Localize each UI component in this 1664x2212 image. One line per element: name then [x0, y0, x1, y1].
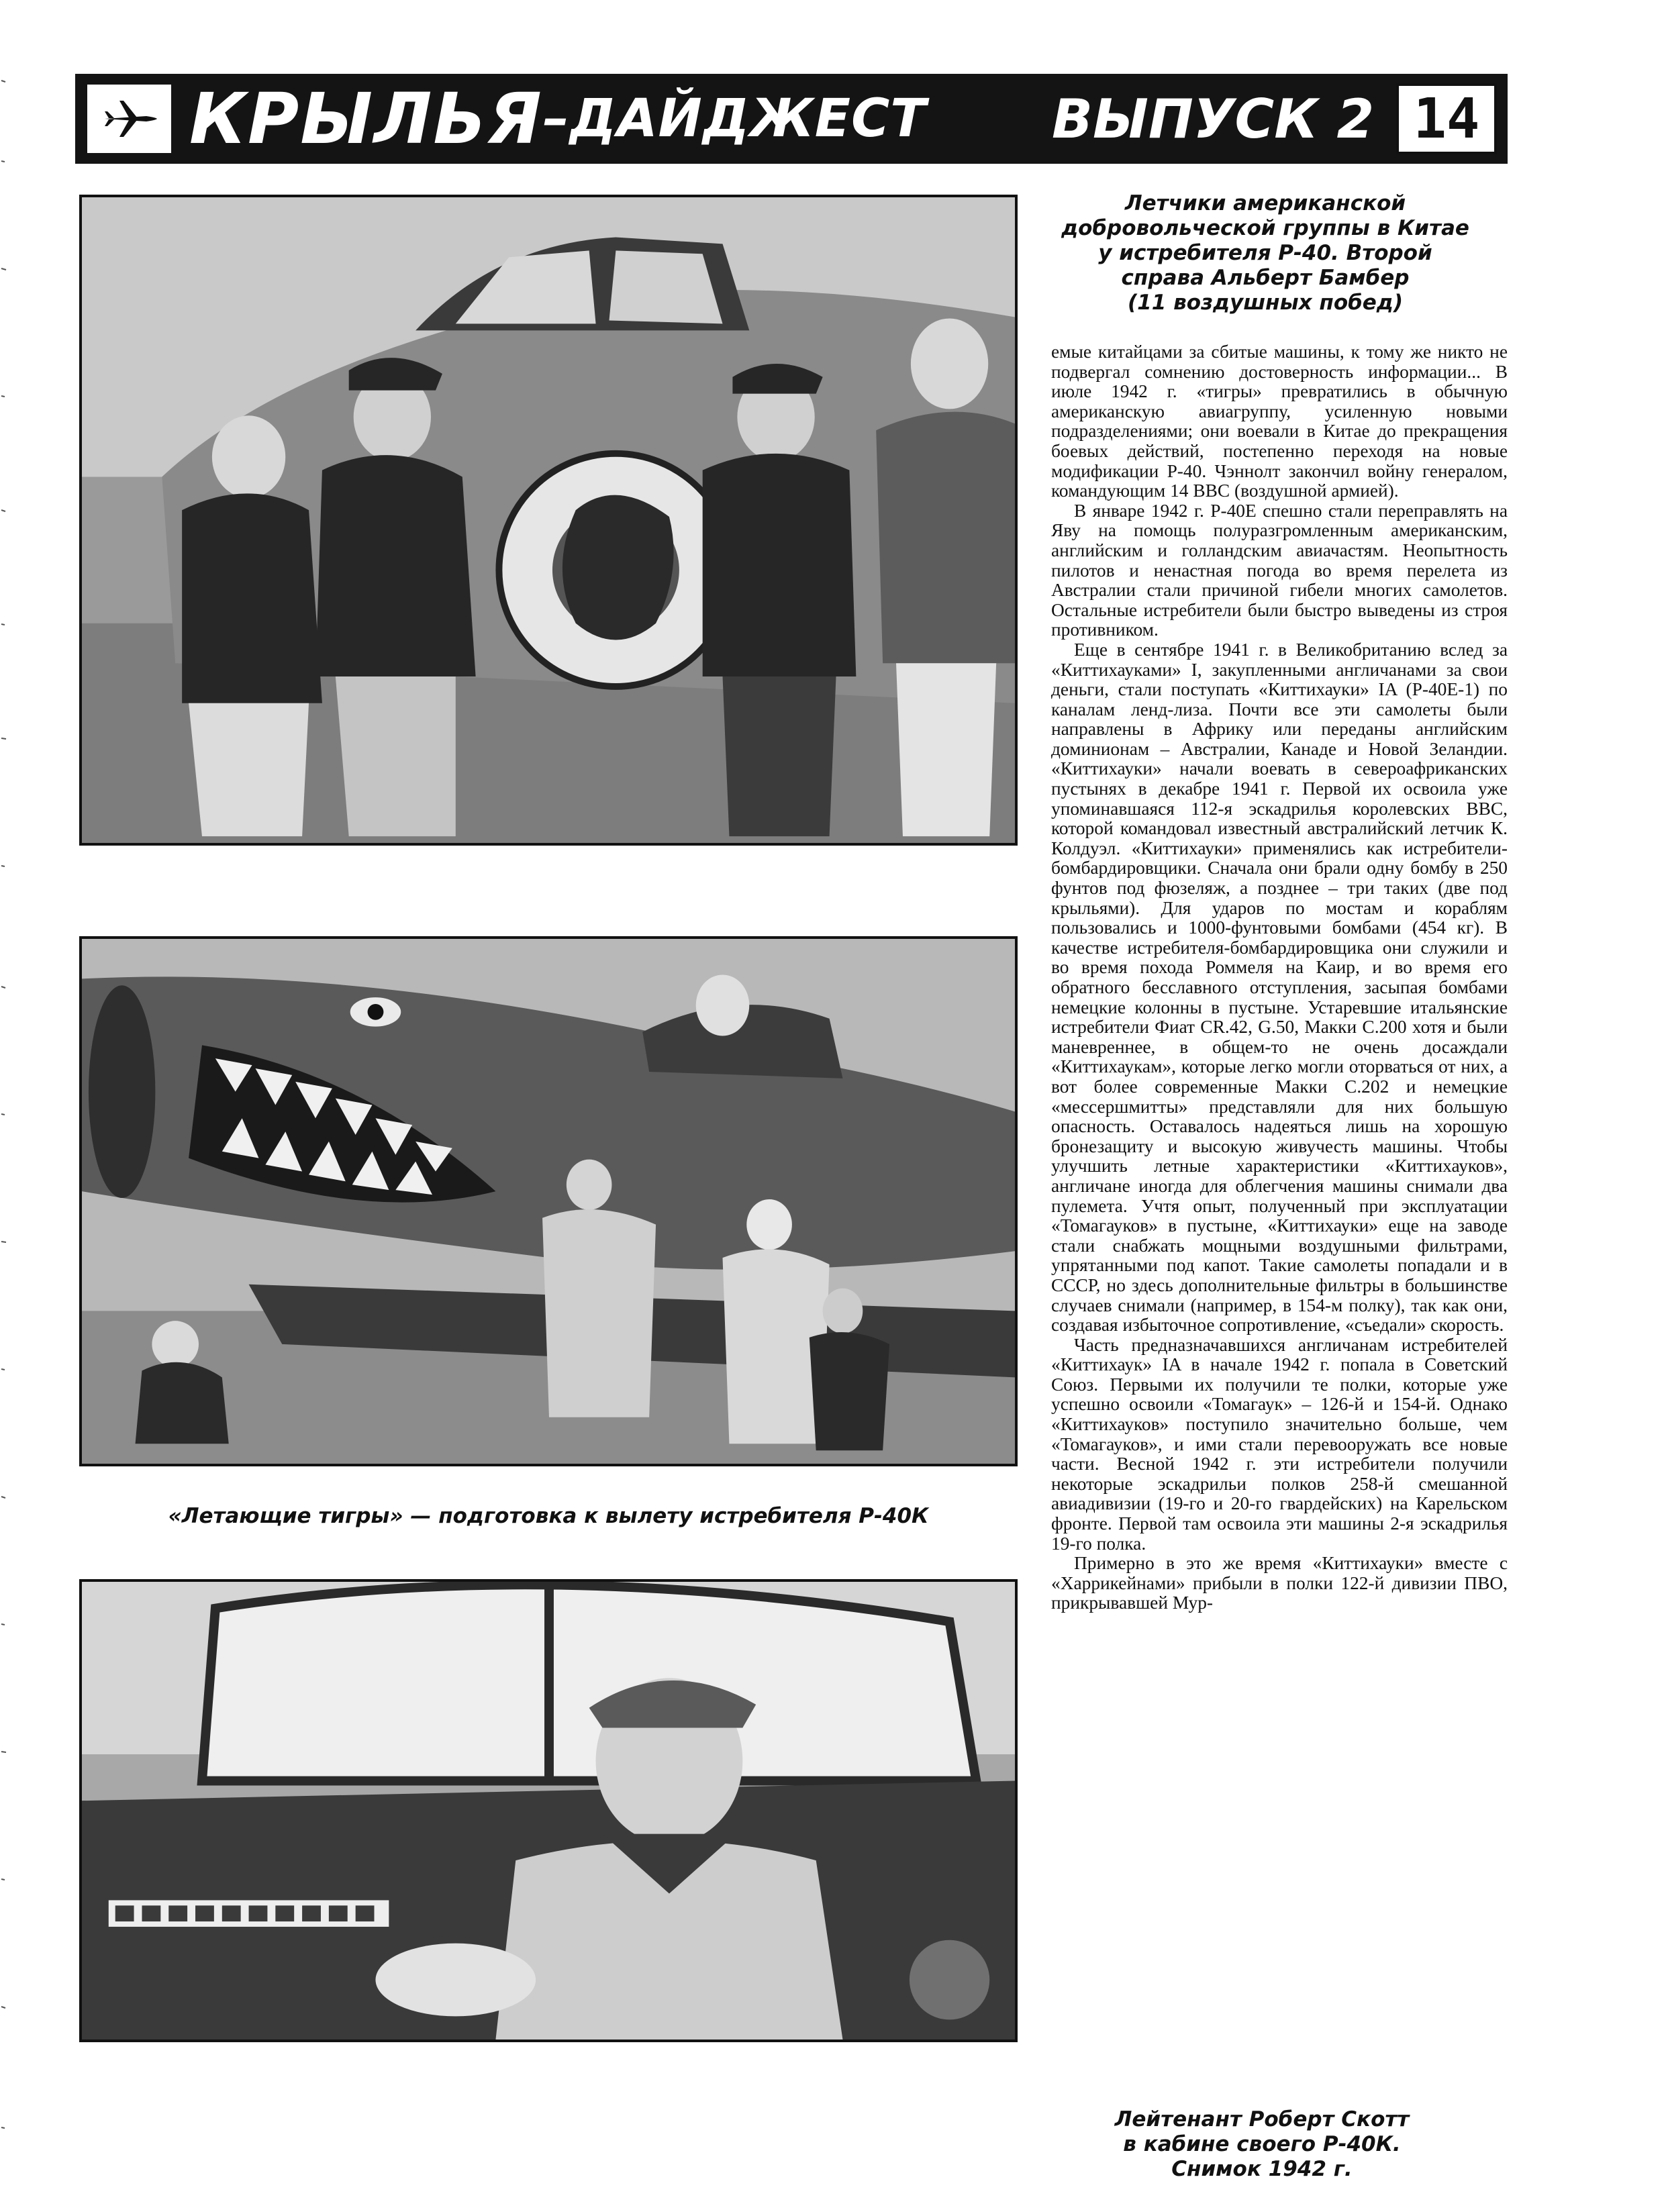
photo-pilots-with-p40 [79, 195, 1018, 846]
caption-flying-tigers: «Летающие тигры» — подготовка к вылету истребителя Р-40К [168, 1504, 929, 1528]
scan-edge-marks [0, 0, 9, 2212]
caption-line: Летчики американской [1124, 191, 1406, 215]
page-number: 14 [1396, 83, 1497, 154]
photo-flying-tigers [79, 936, 1018, 1466]
caption-line: добровольческой группы в Китае [1061, 216, 1469, 240]
issue-label: ВЫПУСК 2 [1052, 87, 1375, 150]
caption-line: Лейтенант Роберт Скотт [1114, 2107, 1410, 2131]
article-paragraph: Примерно в это же время «Киттихауки» вместе с «Харрикейнами» прибыли в полки 122-й дивизии ПВО, прикрывавшей Мур- [1051, 1553, 1508, 1613]
magazine-title [189, 77, 927, 161]
caption-line: в кабине своего Р-40К. [1123, 2132, 1401, 2156]
article-paragraph: Часть предназначавшихся англичанам истребителей «Киттихаук» IA в начале 1942 г. попала в Советский Союз. Первыми их получили те полки, которые уже успешно освоили «Томагаук» – 126-й и 154-й. Однако «Киттихауков» поступило значительно больше, чем «Томагауков», и ими стали перевооружать все новые части. Весной 1942 г. эти истребители получили некоторые эскадрильи полков 258-й смешанной авиадивизии (19-го и 20-го гвардейских) на Карельском фронте. Первой там освоила эти машины 2-я эскадрилья 19-го полка. [1051, 1334, 1508, 1554]
masthead [75, 74, 1508, 164]
article-column [1051, 342, 1508, 2074]
photo-shark-nose-graphic [82, 939, 1015, 1464]
photo-scott-cockpit [79, 1579, 1018, 2042]
caption-line: у истребителя Р-40. Второй [1098, 241, 1432, 265]
article-paragraph: В январе 1942 г. Р-40Е спешно стали переправлять на Яву на помощь полуразгромленным американским, английским и голландским авиачастям. Неопытность пилотов и ненастная погода во время перелета из Австралии стали причиной гибели многих самолетов. Остальные истребители были быстро выведены из строя противником. [1051, 500, 1508, 640]
article-paragraph: емые китайцами за сбитые машины, к тому же никто не подвергал сомнению достоверность информации... В июле 1942 г. «тигры» превратились в обычную американскую авиагруппу, усиленную новыми подразделениями; они воевали в Китае до прекращения боевых действий, постепенно переходя на новые модификации Р-40. Чэннолт закончил войну генералом, командующим 14 ВВС (воздушной армией). [1051, 342, 1508, 501]
title-rest: –ДАЙДЖЕСТ [542, 89, 927, 149]
article-paragraph: Еще в сентябре 1941 г. в Великобританию вслед за «Киттихауками» I, закупленными англичанами за свои деньги, стали поступать «Киттихауки» IA (Р-40Е-1) по каналам ленд-лиза. Почти все эти самолеты были направлены в Африку или переданы английским доминионам – Австралии, Канаде и Новой Зеландии. «Киттихауки» начали воевать в североафриканских пустынях в декабре 1941 г. Первой их освоила уже упоминавшаяся 112-я эскадрилья королевских ВВС, которой командовал известный австралийский летчик К. Колдуэл. «Киттихауки» применялись как истребители-бомбардировщики. Сначала они брали одну бомбу в 250 фунтов под фюзеляж, а позднее – три таких (две под крыльями). Для ударов по мостам и кораблям пользовались и 1000-фунтовыми бомбами (454 кг). В качестве истребителя-бомбардировщика они служили и во время похода Роммеля на Каир, и во время его обратного бесславного отступления, засыпая бомбами немецкие колонны в пустыне. Устаревшие итальянские истребители Фиат CR.42, G.50, Макки С.200 хотя и были маневреннее, в общем-то не очень досаждали «Киттихаукам», которые легко могли оторваться от них, а вот более современные Макки С.202 и немецкие «мессершмитты» представляли для них большую опасность. Оставалось надеяться лишь на хорошую бронезащиту и высокую живучесть машины. Чтобы улучшить летные характеристики «Киттихауков», англичане иногда для облегчения машины снимали два пулемета. Учтя опыт, полученный при эксплуатации «Томагауков» в пустыне, «Киттихауки» еще на заводе стали снабжать мощными воздушными фильтрами, упрятанными под капот. Такие самолеты попадали и в СССР, но здесь дополнительные фильтры в большинстве случаев снимали (например, в 154-м полку), так как они, создавая избыточное сопротивление, «съедали» скорость. [1051, 639, 1508, 1336]
title-main: КРЫЛЬЯ [189, 78, 543, 160]
caption-line: Снимок 1942 г. [1171, 2157, 1353, 2181]
caption-scott [1061, 2107, 1463, 2182]
masthead-logo [87, 85, 171, 153]
caption-pilots [1020, 191, 1510, 315]
photo-cockpit-graphic [82, 1582, 1015, 2040]
caption-line: справа Альберт Бамбер [1121, 266, 1410, 290]
caption-line: (11 воздушных побед) [1127, 291, 1404, 315]
photo-pilots-graphic [82, 197, 1015, 843]
airplane-icon [99, 95, 160, 142]
